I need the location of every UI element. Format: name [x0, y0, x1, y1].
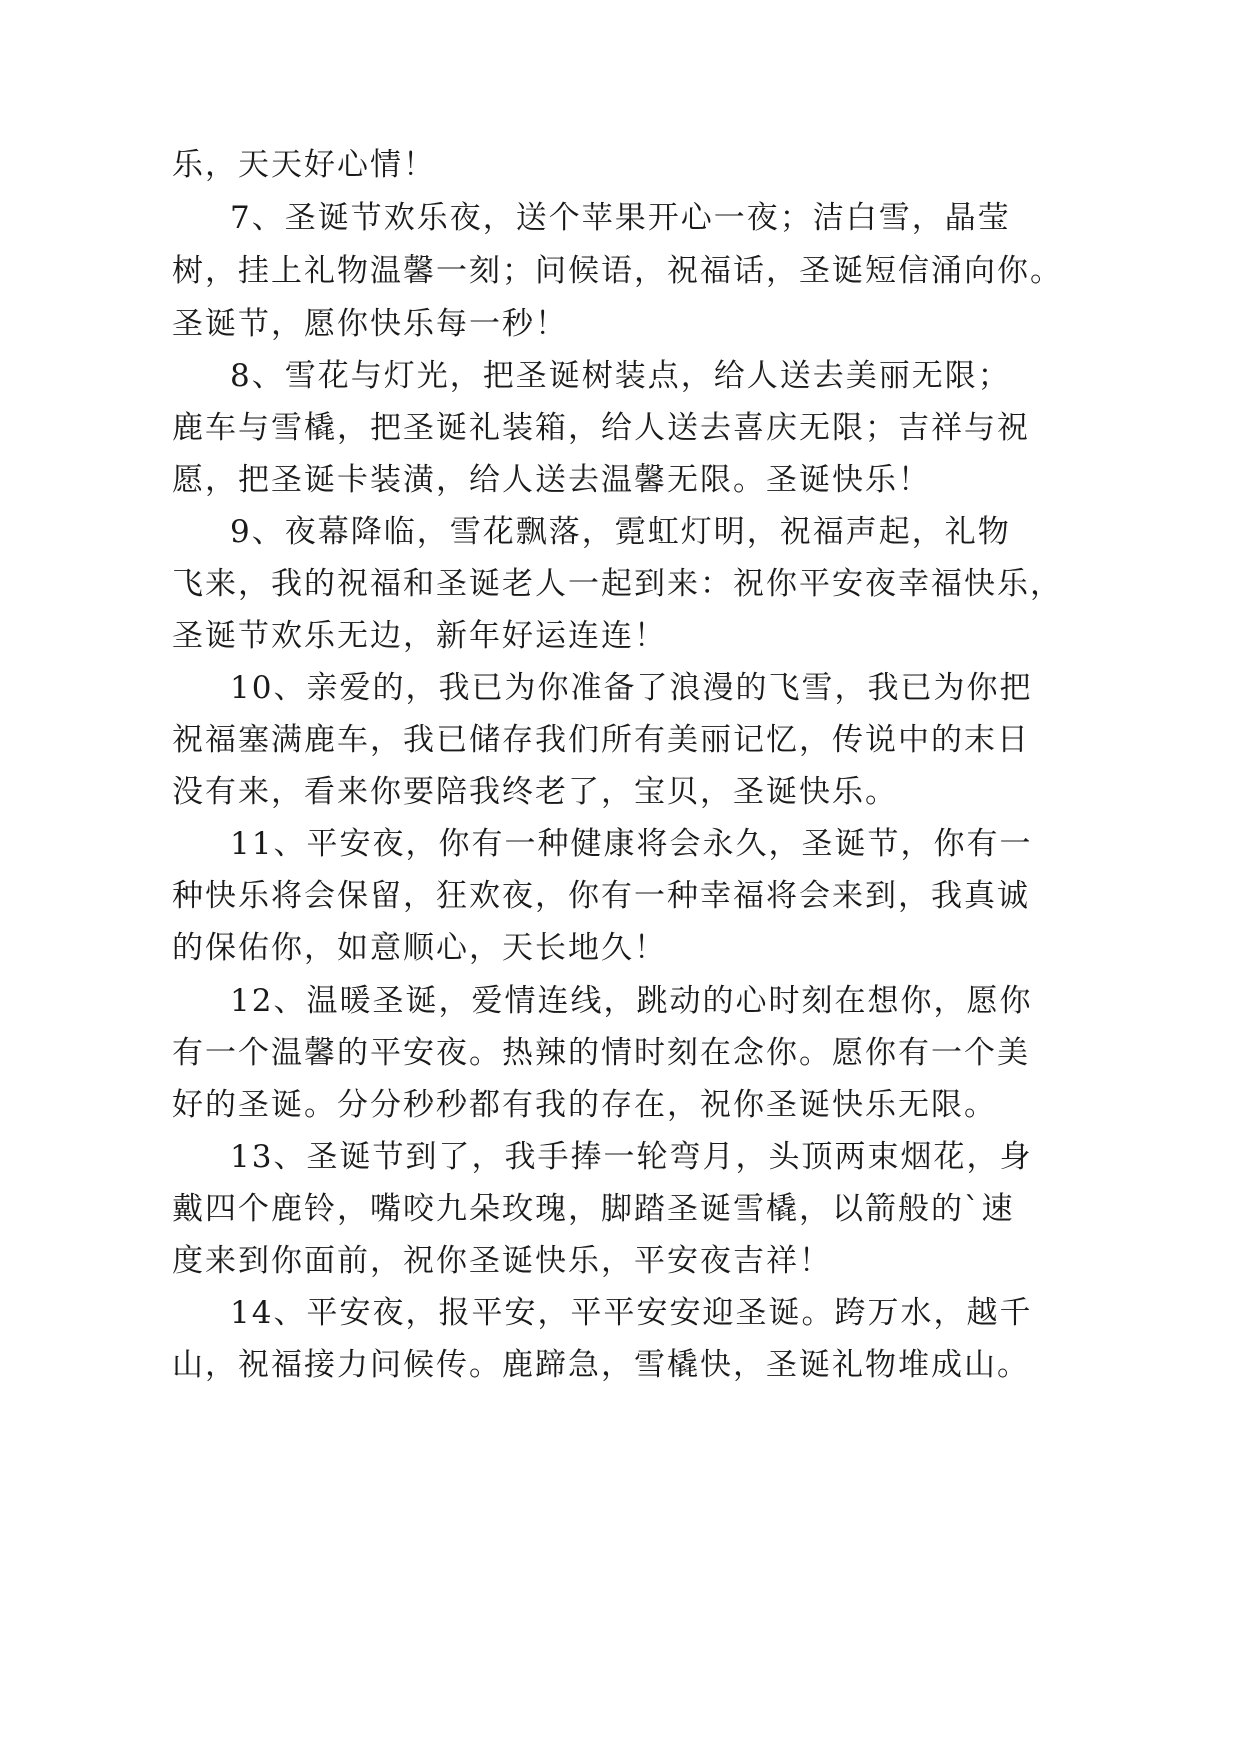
text-line: 8、雪花与灯光，把圣诞树装点，给人送去美丽无限；: [230, 358, 1011, 394]
text-line: 7、圣诞节欢乐夜，送个苹果开心一夜；洁白雪，晶莹: [230, 200, 1011, 236]
text-line: 12、温暖圣诞，爱情连线，跳动的心时刻在想你，愿你: [230, 983, 1033, 1019]
text-line: 树，挂上礼物温馨一刻；问候语，祝福话，圣诞短信涌向你。: [172, 253, 1063, 289]
text-line: 祝福塞满鹿车，我已储存我们所有美丽记忆，传说中的末日: [172, 722, 1030, 758]
text-line: 山，祝福接力问候传。鹿蹄急，雪橇快，圣诞礼物堆成山。: [172, 1347, 1030, 1383]
text-line: 种快乐将会保留，狂欢夜，你有一种幸福将会来到，我真诚: [172, 878, 1030, 914]
text-line: 9、夜幕降临，雪花飘落，霓虹灯明，祝福声起，礼物: [230, 514, 1011, 550]
text-line: 愿，把圣诞卡装潢，给人送去温馨无限。圣诞快乐！: [172, 462, 931, 498]
text-line: 10、亲爱的，我已为你准备了浪漫的飞雪，我已为你把: [230, 670, 1033, 706]
text-line: 飞来，我的祝福和圣诞老人一起到来：祝你平安夜幸福快乐，: [172, 566, 1063, 602]
text-line: 有一个温馨的平安夜。热辣的情时刻在念你。愿你有一个美: [172, 1035, 1030, 1071]
text-line: 11、平安夜，你有一种健康将会永久，圣诞节，你有一: [230, 826, 1033, 862]
text-line: 好的圣诞。分分秒秒都有我的存在，祝你圣诞快乐无限。: [172, 1087, 997, 1123]
text-line: 乐，天天好心情！: [172, 147, 436, 183]
text-line: 14、平安夜，报平安，平平安安迎圣诞。跨万水，越千: [230, 1295, 1033, 1331]
text-line: 圣诞节，愿你快乐每一秒！: [172, 306, 568, 342]
text-line: 鹿车与雪橇，把圣诞礼装箱，给人送去喜庆无限；吉祥与祝: [172, 410, 1030, 446]
text-line: 度来到你面前，祝你圣诞快乐，平安夜吉祥！: [172, 1243, 832, 1279]
text-line: 没有来，看来你要陪我终老了，宝贝，圣诞快乐。: [172, 774, 898, 810]
text-line: 戴四个鹿铃，嘴咬九朵玫瑰，脚踏圣诞雪橇，以箭般的`速: [172, 1191, 1015, 1227]
text-line: 的保佑你，如意顺心，天长地久！: [172, 930, 667, 966]
text-line: 圣诞节欢乐无边，新年好运连连！: [172, 618, 667, 654]
text-line: 13、圣诞节到了，我手捧一轮弯月，头顶两束烟花，身: [230, 1139, 1033, 1175]
